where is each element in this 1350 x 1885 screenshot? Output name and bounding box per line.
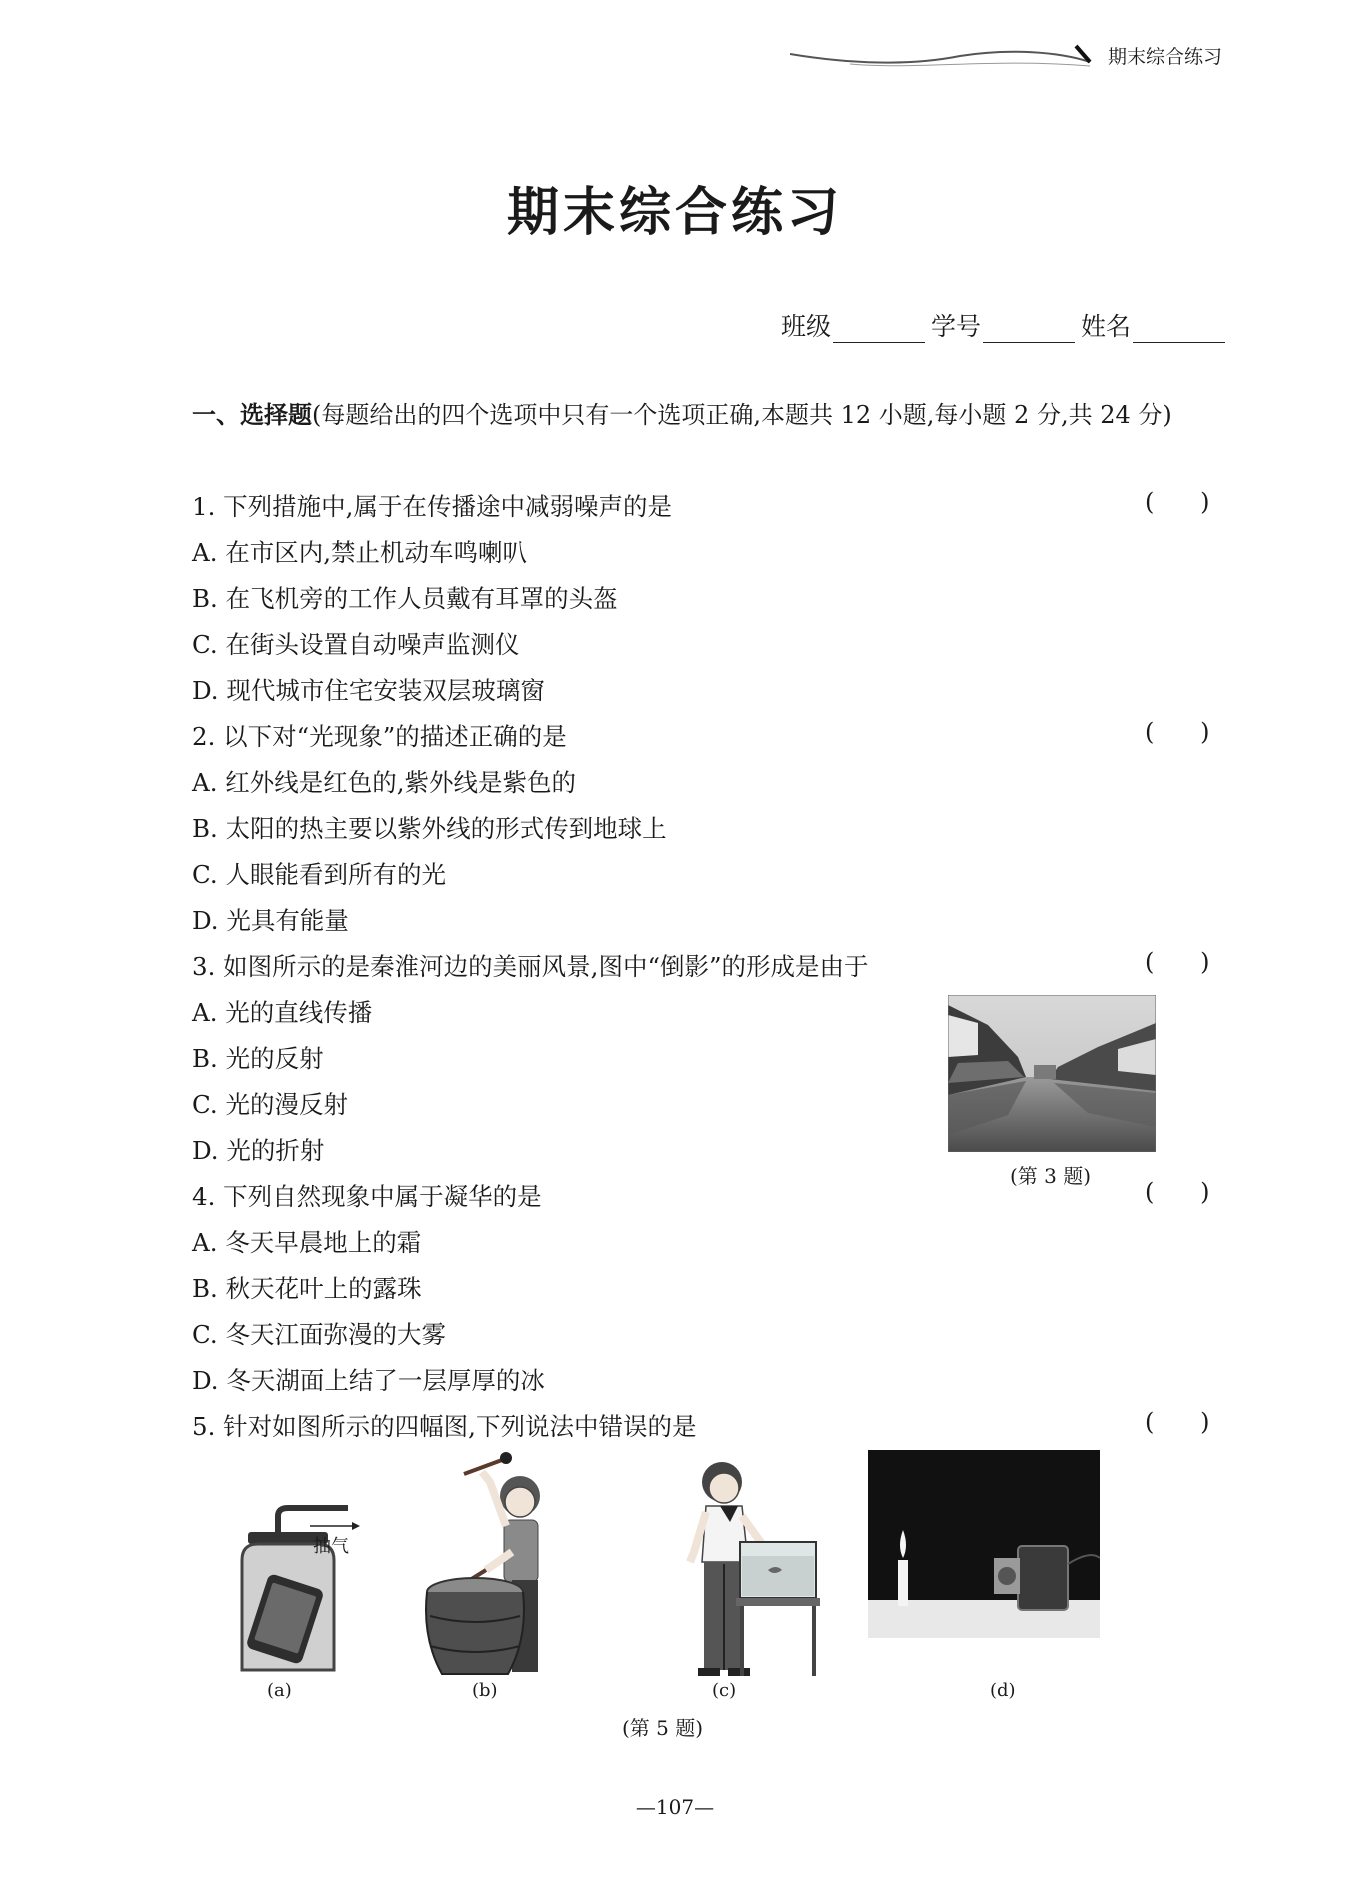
figure-b-label: (b) bbox=[472, 1680, 498, 1701]
figure-q3-caption: (第 3 题) bbox=[1010, 1164, 1092, 1188]
question-3-option-b: B. 光的反射 bbox=[192, 1044, 324, 1073]
question-4-option-d: D. 冬天湖面上结了一层厚厚的冰 bbox=[192, 1366, 545, 1395]
name-label: 姓名 bbox=[1080, 312, 1131, 341]
question-1-option-b: B. 在飞机旁的工作人员戴有耳罩的头盔 bbox=[192, 584, 618, 613]
question-4-answer-bracket[interactable]: ( ) bbox=[1145, 1178, 1210, 1206]
figure-d-label: (d) bbox=[990, 1680, 1016, 1701]
page-number: —107— bbox=[635, 1795, 715, 1819]
figure-c-label: (c) bbox=[712, 1680, 737, 1701]
question-2-stem: 2. 以下对“光现象”的描述正确的是 bbox=[192, 722, 567, 751]
question-5-answer-bracket[interactable]: ( ) bbox=[1145, 1408, 1210, 1436]
figure-b-drum bbox=[420, 1452, 570, 1684]
figure-c-fish-tank bbox=[650, 1452, 820, 1684]
question-1-answer-bracket[interactable]: ( ) bbox=[1145, 488, 1210, 516]
question-2-option-d: D. 光具有能量 bbox=[192, 906, 349, 935]
question-2-option-b: B. 太阳的热主要以紫外线的形式传到地球上 bbox=[192, 814, 667, 843]
question-4-option-b: B. 秋天花叶上的露珠 bbox=[192, 1274, 422, 1303]
question-4-option-c: C. 冬天江面弥漫的大雾 bbox=[192, 1320, 446, 1349]
question-2-option-c: C. 人眼能看到所有的光 bbox=[192, 860, 446, 889]
question-2-option-a: A. 红外线是红色的,紫外线是紫色的 bbox=[192, 768, 577, 797]
question-3-stem: 3. 如图所示的是秦淮河边的美丽风景,图中“倒影”的形成是由于 bbox=[192, 952, 869, 981]
question-3-option-a: A. 光的直线传播 bbox=[192, 998, 373, 1027]
question-4-option-a: A. 冬天早晨地上的霜 bbox=[192, 1228, 422, 1257]
figure-d-candle-speaker bbox=[868, 1450, 1100, 1638]
class-blank[interactable] bbox=[833, 318, 925, 343]
class-label: 班级 bbox=[780, 312, 831, 341]
pump-out-air-label: 抽气 bbox=[313, 1536, 349, 1557]
question-1-option-c: C. 在街头设置自动噪声监测仪 bbox=[192, 630, 520, 659]
question-3-option-c: C. 光的漫反射 bbox=[192, 1090, 348, 1119]
question-1-option-d: D. 现代城市住宅安装双层玻璃窗 bbox=[192, 676, 545, 705]
header-decoration bbox=[790, 40, 1105, 76]
section-title: 一、选择题 bbox=[192, 401, 312, 429]
section-note: (每题给出的四个选项中只有一个选项正确,本题共 12 小题,每小题 2 分,共 24 分) bbox=[312, 401, 1172, 429]
figure-a-bell-jar-phone bbox=[228, 1500, 368, 1680]
qinhuai-river-photo bbox=[948, 995, 1156, 1152]
question-3-answer-bracket[interactable]: ( ) bbox=[1145, 948, 1210, 976]
number-label: 学号 bbox=[930, 312, 981, 341]
student-info bbox=[775, 307, 1225, 343]
question-3-option-d: D. 光的折射 bbox=[192, 1136, 325, 1165]
question-1-option-a: A. 在市区内,禁止机动车鸣喇叭 bbox=[192, 538, 528, 567]
figure-q5-caption: (第 5 题) bbox=[622, 1716, 704, 1740]
page-title: 期末综合练习 bbox=[506, 183, 843, 243]
section-heading bbox=[138, 394, 1228, 437]
question-1-stem: 1. 下列措施中,属于在传播途中减弱噪声的是 bbox=[192, 492, 672, 521]
running-header: 期末综合练习 bbox=[1108, 46, 1223, 68]
question-2-answer-bracket[interactable]: ( ) bbox=[1145, 718, 1210, 746]
number-blank[interactable] bbox=[983, 318, 1075, 343]
figure-a-label: (a) bbox=[267, 1680, 292, 1701]
question-5-stem: 5. 针对如图所示的四幅图,下列说法中错误的是 bbox=[192, 1412, 697, 1441]
name-blank[interactable] bbox=[1133, 318, 1225, 343]
question-4-stem: 4. 下列自然现象中属于凝华的是 bbox=[192, 1182, 542, 1211]
